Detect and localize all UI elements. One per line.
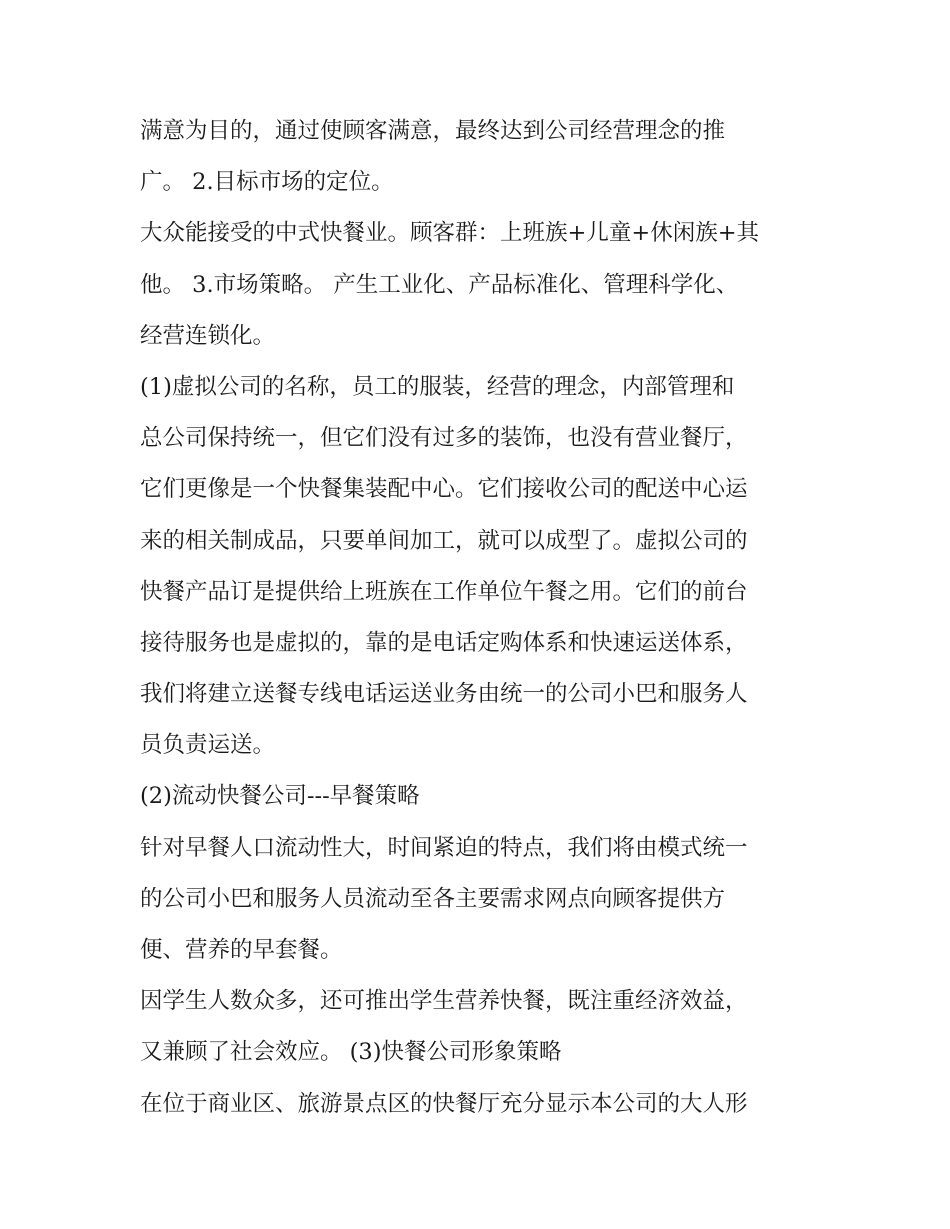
text-line: 它们更像是一个快餐集装配中心。它们接收公司的配送中心运 [140, 476, 748, 503]
document-body [140, 106, 830, 1130]
text-line: (2)流动快餐公司---早餐策略 [140, 783, 420, 810]
paragraph-6 [140, 976, 830, 1078]
text-line: 满意为目的，通过使顾客满意，最终达到公司经营理念的推 [140, 118, 726, 144]
text-line: (1)虚拟公司的名称，员工的服装，经营的理念，内部管理和 [140, 373, 735, 400]
paragraph-5 [140, 823, 830, 977]
text-line: 来的相关制成品，只要单间加工，就可以成型了。虚拟公司的 [140, 527, 748, 554]
text-line: 在位于商业区、旅游景点区的快餐厅充分显示本公司的大人形 [140, 1090, 748, 1117]
text-line: 因学生人数众多，还可推出学生营养快餐，既注重经济效益， [140, 988, 748, 1015]
text-line: 针对早餐人口流动性大，时间紧迫的特点，我们将由模式统一 [140, 834, 748, 861]
text-line: 广。 2.目标市场的定位。 [140, 169, 394, 196]
text-line: 他。 3.市场策略。 产生工业化、产品标准化、管理科学化、 [140, 271, 739, 298]
text-line: 又兼顾了社会效应。 (3)快餐公司形象策略 [140, 1039, 562, 1066]
paragraph-2 [140, 208, 830, 362]
text-line: 员负责运送。 [140, 732, 276, 759]
text-line: 总公司保持统一，但它们没有过多的装饰，也没有营业餐厅， [140, 425, 748, 452]
text-line: 的公司小巴和服务人员流动至各主要需求网点向顾客提供方 [140, 885, 726, 912]
paragraph-1 [140, 106, 830, 208]
paragraph-4 [140, 771, 830, 822]
text-line: 我们将建立送餐专线电话运送业务由统一的公司小巴和服务人 [140, 681, 748, 708]
text-line: 经营连锁化。 [140, 322, 276, 349]
paragraph-3 [140, 362, 830, 772]
text-line: 快餐产品订是提供给上班族在工作单位午餐之用。它们的前台 [140, 578, 748, 605]
text-line: 便、营养的早套餐。 [140, 937, 343, 963]
paragraph-7 [140, 1079, 830, 1130]
text-line: 大众能接受的中式快餐业。顾客群：上班族+儿童+休闲族+其 [140, 220, 760, 247]
text-line: 接待服务也是虚拟的，靠的是电话定购体系和快速运送体系， [140, 629, 748, 656]
